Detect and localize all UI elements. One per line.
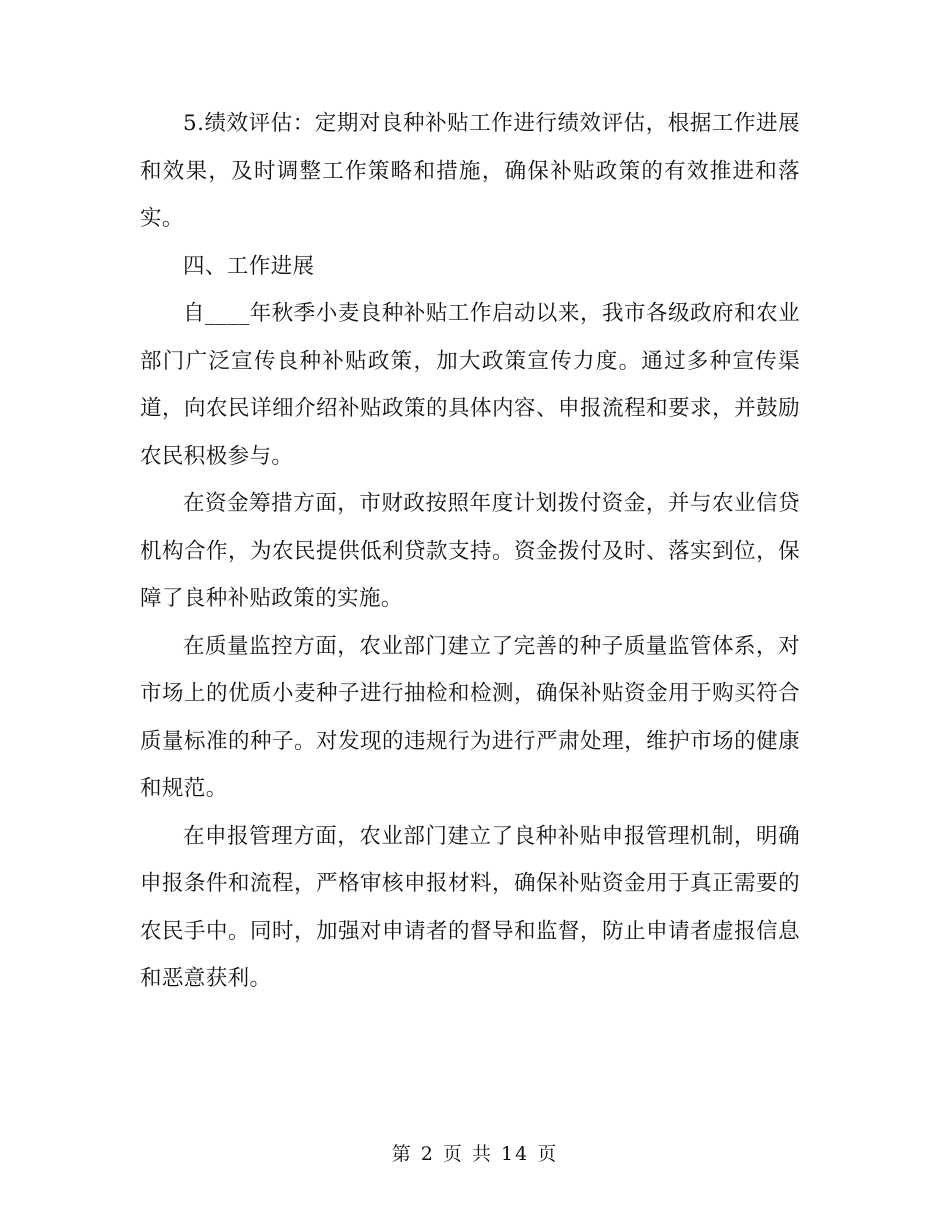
paragraph-performance-evaluation: 5.绩效评估：定期对良种补贴工作进行绩效评估，根据工作进展和效果，及时调整工作策略和措施，确保补贴政策的有效推进和落实。 [140,111,800,231]
paragraph-quality-control: 在质量监控方面，农业部门建立了完善的种子质量监管体系，对市场上的优质小麦种子进行抽检和检测，确保补贴资金用于购买符合质量标准的种子。对发现的违规行为进行严肃处理，维护市场的健康和规范。 [140,633,800,801]
page-number-footer: 第 2 页 共 14 页 [391,1143,559,1165]
section-heading-work-progress: 四、工作进展 [183,253,315,279]
paragraph-policy-promotion: 自____年秋季小麦良种补贴工作启动以来，我市各级政府和农业部门广泛宣传良种补贴政策，加大政策宣传力度。通过多种宣传渠道，向农民详细介绍补贴政策的具体内容、申报流程和要求，并鼓励农民积极参与。 [140,301,800,469]
paragraph-funding: 在资金筹措方面，市财政按照年度计划拨付资金，并与农业信贷机构合作，为农民提供低利贷款支持。资金拨付及时、落实到位，保障了良种补贴政策的实施。 [140,491,800,611]
paragraph-application-management: 在申报管理方面，农业部门建立了良种补贴申报管理机制，明确申报条件和流程，严格审核申报材料，确保补贴资金用于真正需要的农民手中。同时，加强对申请者的督导和监督，防止申请者虚报信息和恶意获利。 [140,823,800,991]
document-body [140,100,800,1003]
